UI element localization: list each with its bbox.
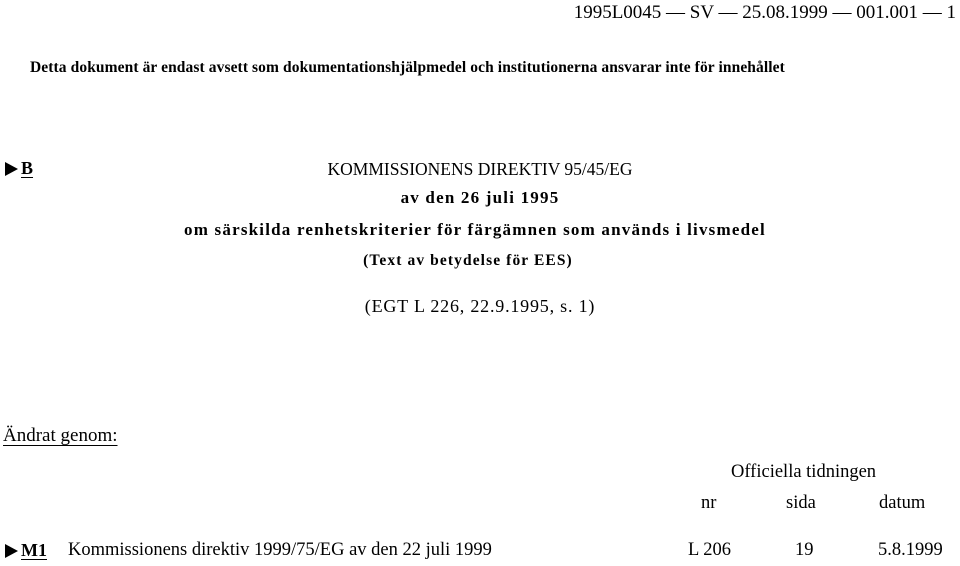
amendment-sida: 19 xyxy=(795,540,814,560)
amendment-marker xyxy=(5,540,47,561)
directive-title: KOMMISSIONENS DIREKTIV 95/45/EG xyxy=(327,159,633,179)
official-journal-reference: (EGT L 226, 22.9.1995, s. 1) xyxy=(364,296,596,316)
column-header-nr: nr xyxy=(701,493,717,513)
directive-date: av den 26 juli 1995 xyxy=(400,188,560,207)
eea-relevance-note: (Text av betydelse för EES) xyxy=(363,252,573,269)
directive-subject: om särskilda renhetskriterier för färgämnen som används i livsmedel xyxy=(184,220,766,239)
column-header-datum: datum xyxy=(879,493,926,513)
amendment-marker-code: M1 xyxy=(21,540,47,560)
disclaimer-text: Detta dokument är endast avsett som dokumentationshjälpmedel och institutionerna ansvarar inte för innehållet xyxy=(30,59,785,76)
amended-by-heading: Ändrat genom: xyxy=(3,425,118,446)
column-header-sida: sida xyxy=(786,493,816,513)
official-journal-column-heading: Officiella tidningen xyxy=(731,462,877,482)
amendment-nr: L 206 xyxy=(688,540,731,560)
base-act-marker-code: B xyxy=(21,158,34,178)
document-reference-header: 1995L0045 — SV — 25.08.1999 — 001.001 — 1 xyxy=(573,2,956,23)
arrow-right-icon xyxy=(5,544,18,558)
amendment-datum: 5.8.1999 xyxy=(878,540,943,560)
amendment-title: Kommissionens direktiv 1999/75/EG av den 22 juli 1999 xyxy=(68,540,492,560)
